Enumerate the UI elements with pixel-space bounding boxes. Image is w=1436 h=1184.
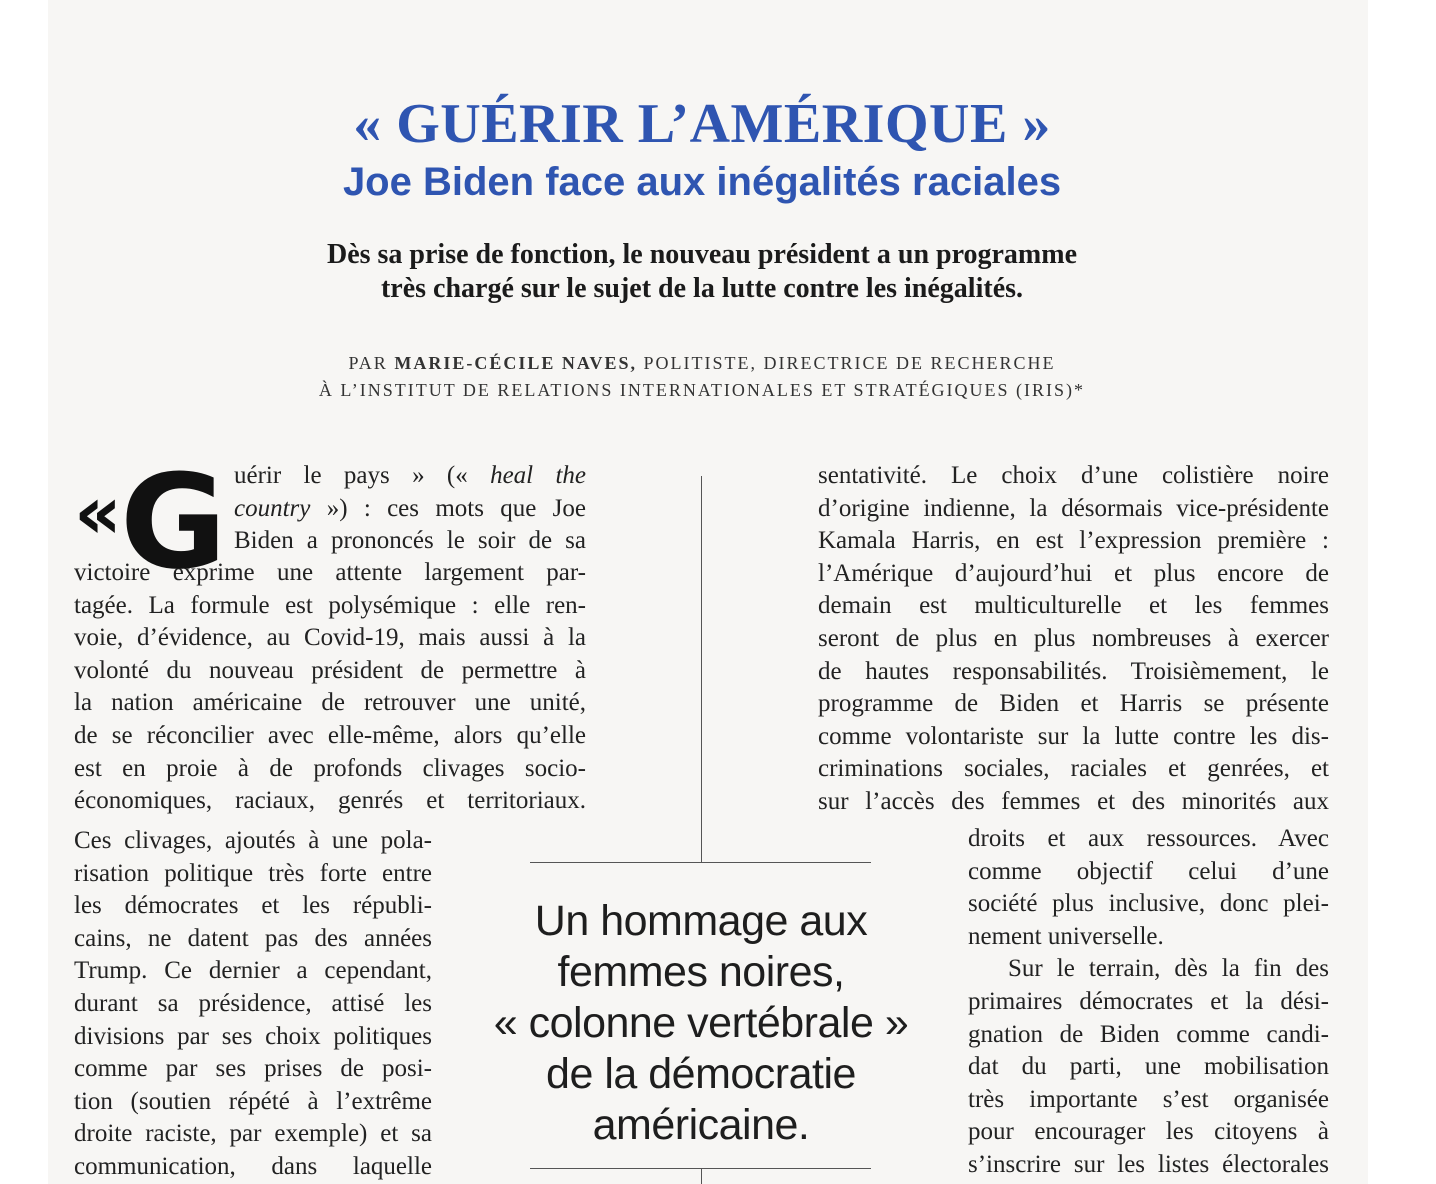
text-line: primaires démocrates et la dési- — [968, 987, 1329, 1015]
text-italic: country — [234, 494, 311, 522]
text-line: les démocrates et les républi- — [74, 892, 432, 920]
author-name: MARIE-CÉCILE NAVES, — [394, 353, 638, 373]
text-line: droits et aux ressources. Avec — [968, 825, 1329, 852]
text-line: dat du parti, une mobilisation — [968, 1053, 1329, 1081]
text-line: très importante s’est organisée — [968, 1085, 1329, 1113]
drop-cap — [74, 446, 227, 598]
text-line — [234, 460, 586, 493]
column-1-narrow — [74, 825, 432, 1184]
pull-quote-line: de la démocratie — [546, 1050, 856, 1098]
column-divider-lower — [701, 1168, 702, 1184]
text-line — [234, 493, 586, 526]
text-line: Ces clivages, ajoutés à une pola- — [74, 827, 432, 854]
column-2-narrow — [968, 823, 1329, 1182]
text-line: Kamala Harris, en est l’expression première : — [818, 527, 1329, 555]
text-line: risation politique très forte entre — [74, 859, 432, 887]
author-role: POLITISTE, DIRECTRICE DE RECHERCHE — [637, 353, 1056, 373]
pull-quote-line: Un hommage aux — [534, 897, 868, 945]
standfirst-line: très chargé sur le sujet de la lutte contre les inégalités. — [380, 273, 1024, 304]
text-line: volonté du nouveau président de permettre à — [74, 656, 586, 684]
subheadline: Joe Biden face aux inégalités raciales — [342, 160, 1062, 204]
text-line: Biden a prononcés le soir de sa — [234, 527, 586, 555]
text-line: société plus inclusive, donc plei- — [968, 890, 1329, 918]
text-line: communication, dans laquelle — [74, 1152, 432, 1180]
text-line: voie, d’évidence, au Covid-19, mais aussi à la — [74, 624, 586, 652]
byline-line-1 — [0, 350, 1404, 377]
text-line: de se réconcilier avec elle-même, alors qu’elle — [74, 721, 586, 749]
text-line: comme objectif celui d’une — [968, 857, 1329, 885]
column-2-wide — [818, 460, 1329, 819]
text-line: programme de Biden et Harris se présente — [818, 690, 1329, 718]
text-line: seront de plus en plus nombreuses à exercer — [818, 624, 1329, 652]
text-fragment: uérir le pays » (« — [234, 462, 491, 489]
text-line: tagée. La formule est polysémique : elle ren- — [74, 591, 586, 619]
text-line: comme par ses prises de posi- — [74, 1055, 432, 1083]
text-line: l’Amérique d’aujourd’hui et plus encore de — [818, 559, 1329, 587]
text-line: droite raciste, par exemple) et sa — [74, 1120, 432, 1148]
text-line: gnation de Biden comme candi- — [968, 1020, 1329, 1048]
standfirst — [0, 238, 1404, 306]
text-line: divisions par ses choix politiques — [74, 1022, 432, 1050]
column-1-wide — [74, 557, 586, 818]
pull-quote-line: femmes noires, — [557, 948, 845, 996]
text-line: s’inscrire sur les listes électorales — [968, 1150, 1329, 1178]
byline — [0, 350, 1404, 404]
headline: « GUÉRIR L’AMÉRIQUE » — [353, 93, 1051, 155]
text-line: Sur le terrain, dès la fin des — [1008, 955, 1329, 983]
text-line: tion (soutien répété à l’extrême — [74, 1087, 432, 1115]
text-line: pour encourager les citoyens à — [968, 1118, 1329, 1146]
pullquote-rule-top — [530, 862, 871, 863]
text-line: sentativité. Le choix d’une colistière noire — [818, 462, 1329, 489]
text-line: demain est multiculturelle et les femmes — [818, 592, 1329, 620]
text-line: la nation américaine de retrouver une unité, — [74, 689, 586, 717]
column-1-dropcap-lines — [234, 460, 586, 558]
text-line: d’origine indienne, la désormais vice-présidente — [818, 494, 1329, 522]
pull-quote-line: américaine. — [592, 1101, 810, 1149]
text-line: comme volontariste sur la lutte contre les dis- — [818, 722, 1329, 750]
text-line: Trump. Ce dernier a cependant, — [74, 957, 432, 985]
text-italic: heal the — [490, 462, 586, 489]
text-line: économiques, raciaux, genrés et territoriaux. — [74, 787, 586, 815]
text-line: victoire exprime une attente largement par- — [74, 559, 586, 586]
text-line: criminations sociales, raciales et genrées, et — [818, 755, 1329, 783]
pull-quote-line: « colonne vertébrale » — [493, 999, 909, 1047]
text-line: de hautes responsabilités. Troisièmement, le — [818, 657, 1329, 685]
byline-line-2: À L’INSTITUT DE RELATIONS INTERNATIONALES ET STRATÉGIQUES (IRIS)* — [318, 380, 1086, 400]
text-line: est en proie à de profonds clivages socio- — [74, 754, 586, 782]
text-fragment: ») : ces mots que Joe — [310, 494, 586, 522]
standfirst-line: Dès sa prise de fonction, le nouveau président a un programme — [326, 239, 1078, 270]
drop-cap-guillemet: « — [74, 470, 122, 556]
column-divider — [701, 476, 702, 863]
pull-quote — [470, 896, 932, 1151]
byline-prefix: PAR — [348, 353, 395, 373]
drop-cap-letter: G — [120, 446, 227, 598]
text-line: sur l’accès des femmes et des minorités aux — [818, 787, 1329, 815]
text-line: nement universelle. — [968, 922, 1164, 950]
text-line: cains, ne datent pas des années — [74, 924, 432, 952]
text-line: durant sa présidence, attisé les — [74, 989, 432, 1017]
